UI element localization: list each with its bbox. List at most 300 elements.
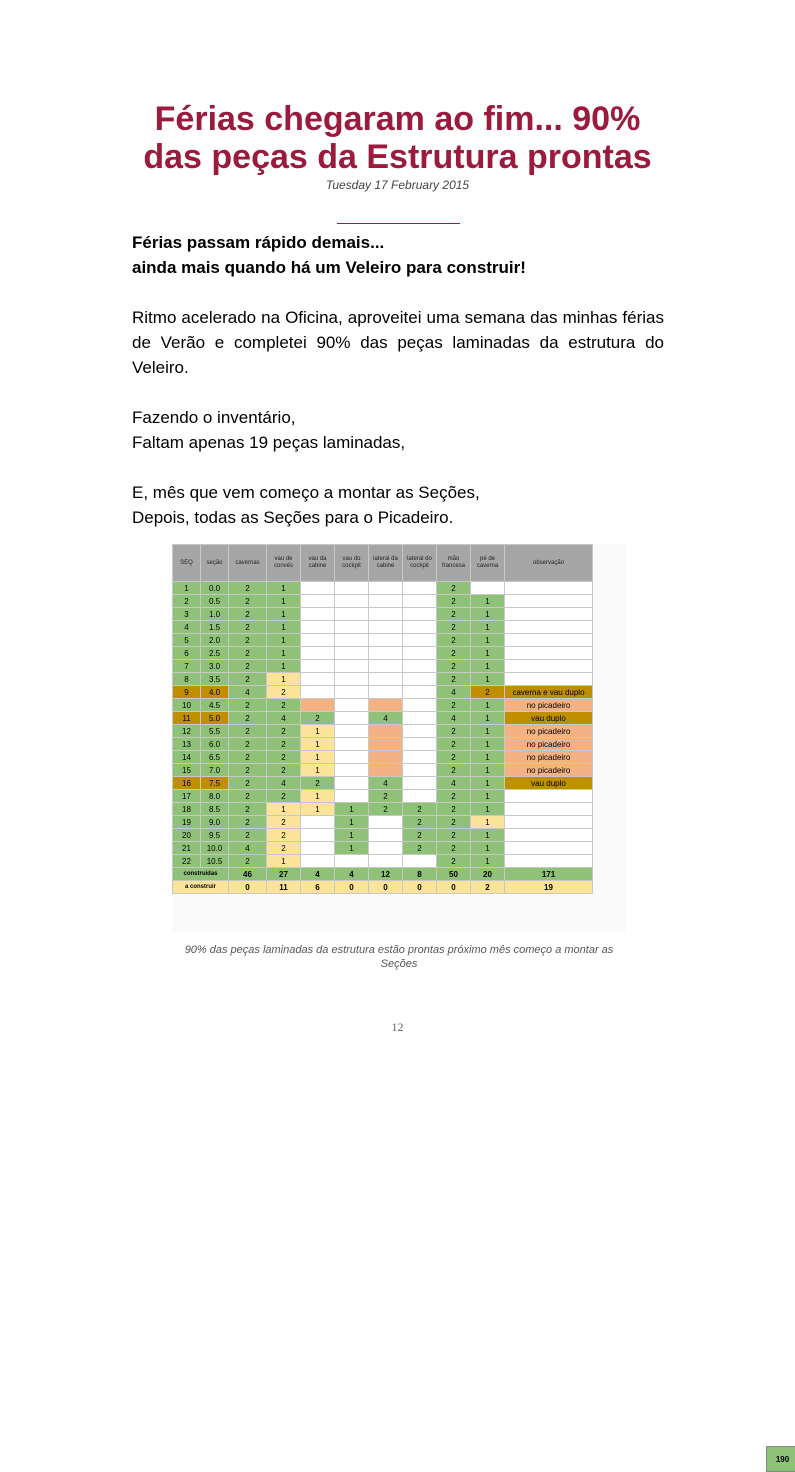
table-cell [403,660,437,673]
inventory-table [172,544,593,894]
table-cell [335,621,369,634]
table-cell: 2 [173,595,201,608]
table-cell: no picadeiro [505,699,593,712]
table-header-row [173,545,593,582]
table-cell [403,725,437,738]
column-header: cavernas [229,545,267,582]
table-cell [505,595,593,608]
table-cell: 4 [267,777,301,790]
table-cell [403,751,437,764]
table-cell: 9 [173,686,201,699]
table-cell: 2 [437,842,471,855]
table-cell: 4 [173,621,201,634]
table-cell: 16 [173,777,201,790]
table-cell [471,582,505,595]
table-cell [369,608,403,621]
table-cell [369,842,403,855]
table-cell: 15 [173,764,201,777]
table-cell [403,699,437,712]
table-cell: 2 [229,829,267,842]
table-cell: 2 [437,673,471,686]
column-header: mão francesa [437,545,471,582]
table-cell [335,855,369,868]
table-row [173,647,593,660]
table-cell [369,686,403,699]
column-header: SEQ [173,545,201,582]
table-cell: 4 [437,712,471,725]
table-cell [403,790,437,803]
title-divider [337,223,460,224]
table-cell [369,621,403,634]
table-cell: 2 [471,686,505,699]
totals-cell: 0 [229,881,267,894]
table-cell: 2 [229,777,267,790]
table-cell: 2 [437,699,471,712]
column-header: seção [201,545,229,582]
table-cell: 12 [173,725,201,738]
table-cell: 8.0 [201,790,229,803]
table-cell: 6 [173,647,201,660]
table-cell: 2 [229,764,267,777]
paragraph-1: Ritmo acelerado na Oficina, aproveitei uma semana das minhas férias de Verão e completei 90% das peças laminadas da estrutura do Veleiro. [132,308,664,377]
table-cell: 7.5 [201,777,229,790]
table-cell: 1 [335,842,369,855]
table-cell: 2 [403,842,437,855]
totals-cell: 0 [335,881,369,894]
table-cell [301,829,335,842]
table-cell: 7 [173,660,201,673]
table-cell: 4 [437,686,471,699]
table-cell [369,647,403,660]
table-cell: 5 [173,634,201,647]
table-cell [301,582,335,595]
table-cell [301,621,335,634]
table-cell: 7.0 [201,764,229,777]
table-cell: 2 [437,621,471,634]
table-cell: 4 [267,712,301,725]
table-cell: caverna e vau duplo [505,686,593,699]
table-cell: 2 [229,608,267,621]
table-cell: 2 [229,855,267,868]
table-cell: 2 [369,803,403,816]
table-cell [505,673,593,686]
table-cell: 2 [437,803,471,816]
table-cell: 1 [267,855,301,868]
table-cell: 1 [471,764,505,777]
totals-cell: 19 [505,881,593,894]
table-cell: 1 [471,842,505,855]
column-header: vau de convés [267,545,301,582]
table-cell: 2 [229,816,267,829]
table-cell [335,777,369,790]
table-row [173,751,593,764]
table-cell: 2 [229,738,267,751]
table-cell: 1 [335,829,369,842]
table-cell: 4 [229,842,267,855]
table-cell: 1 [301,725,335,738]
table-cell: 1 [267,621,301,634]
table-row [173,660,593,673]
totals-label: construídas [173,868,229,881]
table-cell: 1 [471,829,505,842]
table-cell: 4 [369,712,403,725]
table-cell [369,829,403,842]
table-cell: 1 [267,582,301,595]
table-cell: 14 [173,751,201,764]
totals-cell: 6 [301,881,335,894]
table-cell [369,816,403,829]
table-cell: 4 [437,777,471,790]
table-cell: 2 [437,790,471,803]
table-cell: no picadeiro [505,738,593,751]
table-row [173,777,593,790]
table-cell [403,595,437,608]
table-cell [301,660,335,673]
table-cell: 2 [437,764,471,777]
table-row [173,738,593,751]
table-row [173,634,593,647]
totals-cell: 50 [437,868,471,881]
table-row [173,686,593,699]
table-cell [301,842,335,855]
table-row [173,699,593,712]
table-cell [403,634,437,647]
table-cell: 1 [471,816,505,829]
totals-row [173,868,593,881]
table-cell: 6.0 [201,738,229,751]
table-cell: 20 [173,829,201,842]
table-cell [505,803,593,816]
table-cell [505,816,593,829]
table-cell: 1 [267,660,301,673]
table-cell: 2 [437,660,471,673]
table-cell: 2 [437,855,471,868]
table-cell: 2 [267,842,301,855]
table-cell: 2 [403,803,437,816]
table-cell: 2 [369,790,403,803]
table-cell: 2 [437,595,471,608]
table-cell: 2 [437,816,471,829]
table-cell: 4.0 [201,686,229,699]
table-cell: 10.0 [201,842,229,855]
table-cell: 11 [173,712,201,725]
table-row [173,673,593,686]
table-cell [403,855,437,868]
table-cell [335,634,369,647]
totals-label: a construir [173,881,229,894]
table-cell: 6.5 [201,751,229,764]
table-cell: 8.5 [201,803,229,816]
table-cell: 1 [301,751,335,764]
table-cell [505,660,593,673]
post-title-line1: Férias chegaram ao fim... 90% [154,100,641,138]
column-header: vau do cockpit [335,545,369,582]
paragraph-2-line1: Fazendo o inventário, [132,408,296,427]
table-row [173,725,593,738]
post-body [132,230,664,530]
table-cell: 1 [267,608,301,621]
post-date: Tuesday 17 February 2015 [325,178,470,192]
table-cell: 2 [229,699,267,712]
table-cell: 1 [267,634,301,647]
table-cell [369,660,403,673]
table-cell: 1 [301,803,335,816]
table-cell: 2 [229,660,267,673]
table-row [173,764,593,777]
table-cell: 1 [471,608,505,621]
column-header: lateral da cabine [369,545,403,582]
table-cell [369,634,403,647]
figure-caption: 90% das peças laminadas da estrutura estão prontas próximo mês começo a montar as Seções [184,944,614,970]
table-cell [403,673,437,686]
table-cell [301,855,335,868]
table-row [173,829,593,842]
table-cell: 2 [229,712,267,725]
table-row [173,621,593,634]
table-cell: 3.5 [201,673,229,686]
table-cell: 2 [437,725,471,738]
table-cell [301,595,335,608]
table-cell [335,738,369,751]
table-cell: 18 [173,803,201,816]
table-cell [301,634,335,647]
table-cell: 1 [471,738,505,751]
table-cell: 1 [471,673,505,686]
table-cell: 2 [267,790,301,803]
table-row [173,595,593,608]
table-cell: 2 [229,751,267,764]
table-cell: 1 [471,621,505,634]
table-cell [369,673,403,686]
page-number: 12 [391,1020,404,1034]
paragraph-3-line1: E, mês que vem começo a montar as Seções, [132,483,480,502]
table-row [173,582,593,595]
table-cell: 9.0 [201,816,229,829]
table-cell: 5.0 [201,712,229,725]
table-cell: 1 [301,790,335,803]
table-cell: 10.5 [201,855,229,868]
table-cell: 2 [267,829,301,842]
totals-cell: 0 [437,881,471,894]
table-cell: 0.0 [201,582,229,595]
table-cell: 1 [335,816,369,829]
table-cell: 1 [267,803,301,816]
table-cell: 2 [229,803,267,816]
table-cell: 2.0 [201,634,229,647]
table-cell [335,699,369,712]
table-cell [505,855,593,868]
table-cell: 2.5 [201,647,229,660]
table-cell: 1 [471,699,505,712]
table-cell: 1 [471,660,505,673]
table-cell: 1 [471,595,505,608]
table-cell [335,686,369,699]
table-row [173,855,593,868]
table-cell: 2 [301,777,335,790]
totals-cell: 2 [471,881,505,894]
table-cell: 1 [335,803,369,816]
table-cell: 2 [437,634,471,647]
intro-line2: ainda mais quando há um Veleiro para construir! [132,258,526,277]
table-cell: 2 [229,725,267,738]
table-cell: 2 [229,582,267,595]
table-cell: 1 [301,764,335,777]
table-cell: 2 [403,816,437,829]
table-cell: 3 [173,608,201,621]
table-cell: 2 [229,634,267,647]
table-cell: 2 [403,829,437,842]
table-row [173,816,593,829]
table-cell [505,608,593,621]
table-cell [505,647,593,660]
table-cell [335,595,369,608]
column-header: observação [505,545,593,582]
table-cell: 2 [229,647,267,660]
table-cell [369,751,403,764]
table-cell: 1 [471,855,505,868]
table-cell [335,582,369,595]
table-cell [301,673,335,686]
table-cell: 2 [229,673,267,686]
totals-cell: 27 [267,868,301,881]
table-cell: 1 [471,751,505,764]
table-cell: no picadeiro [505,764,593,777]
table-cell [335,790,369,803]
table-cell: 1 [471,647,505,660]
table-cell [369,595,403,608]
table-cell: no picadeiro [505,725,593,738]
table-cell [505,829,593,842]
table-row [173,712,593,725]
table-cell: 2 [437,738,471,751]
table-cell: 22 [173,855,201,868]
table-cell: 2 [267,686,301,699]
table-cell: 2 [229,595,267,608]
table-cell: 1 [301,738,335,751]
table-cell: 1 [267,673,301,686]
column-header: vau da cabine [301,545,335,582]
table-cell [301,647,335,660]
totals-cell: 8 [403,868,437,881]
table-cell: 4.5 [201,699,229,712]
table-cell: 2 [301,712,335,725]
post-title-line2: das peças da Estrutura prontas [143,138,652,176]
totals-cell: 0 [369,881,403,894]
table-cell: 1 [267,647,301,660]
table-cell: 1 [471,712,505,725]
table-cell [335,712,369,725]
table-cell: vau duplo [505,777,593,790]
table-cell: 13 [173,738,201,751]
table-cell [335,751,369,764]
table-cell: vau duplo [505,712,593,725]
table-cell: 2 [267,764,301,777]
totals-cell: 4 [335,868,369,881]
table-cell [403,777,437,790]
table-cell [403,621,437,634]
table-cell [505,790,593,803]
table-cell: 2 [229,621,267,634]
table-cell: 2 [437,582,471,595]
table-cell [301,686,335,699]
column-header: lateral do cockpit [403,545,437,582]
table-cell [369,855,403,868]
table-cell: 1 [471,725,505,738]
table-cell [403,712,437,725]
totals-cell: 4 [301,868,335,881]
table-cell: 1.5 [201,621,229,634]
table-cell [403,738,437,751]
table-cell [335,660,369,673]
totals-cell: 171 [505,868,593,881]
totals-cell: 12 [369,868,403,881]
table-cell [505,842,593,855]
table-cell [403,686,437,699]
totals-cell: 0 [403,881,437,894]
totals-row [173,881,593,894]
table-cell: 2 [267,699,301,712]
table-cell [403,608,437,621]
table-cell [505,621,593,634]
table-cell [403,647,437,660]
table-cell [335,608,369,621]
table-cell [335,673,369,686]
table-cell [369,738,403,751]
table-cell: 21 [173,842,201,855]
table-cell [369,582,403,595]
table-row [173,842,593,855]
totals-cell: 46 [229,868,267,881]
table-row [173,790,593,803]
paragraph-2-line2: Faltam apenas 19 peças laminadas, [132,433,406,452]
table-cell [505,582,593,595]
table-cell: 19 [173,816,201,829]
grand-total: 190 [766,1446,795,1472]
table-body [173,582,593,894]
table-cell: 5.5 [201,725,229,738]
table-cell: 2 [437,608,471,621]
table-cell: 4 [229,686,267,699]
totals-cell: 11 [267,881,301,894]
table-cell [369,764,403,777]
table-cell: 10 [173,699,201,712]
table-cell: 2 [267,816,301,829]
table-cell: 2 [437,829,471,842]
table-cell [403,764,437,777]
table-cell: 9.5 [201,829,229,842]
table-cell: no picadeiro [505,751,593,764]
table-cell: 4 [369,777,403,790]
post-title [0,100,795,176]
table-cell [335,647,369,660]
table-cell: 8 [173,673,201,686]
totals-cell: 20 [471,868,505,881]
table-cell: 2 [437,751,471,764]
table-cell: 2 [267,725,301,738]
table-cell [403,582,437,595]
table-cell: 2 [267,738,301,751]
table-cell: 1 [471,634,505,647]
table-cell: 0.5 [201,595,229,608]
table-cell: 2 [229,790,267,803]
table-cell [301,816,335,829]
table-cell [369,699,403,712]
table-cell: 1 [471,790,505,803]
intro-line1: Férias passam rápido demais... [132,233,385,252]
table-cell: 1 [173,582,201,595]
table-cell [505,634,593,647]
table-cell [335,764,369,777]
